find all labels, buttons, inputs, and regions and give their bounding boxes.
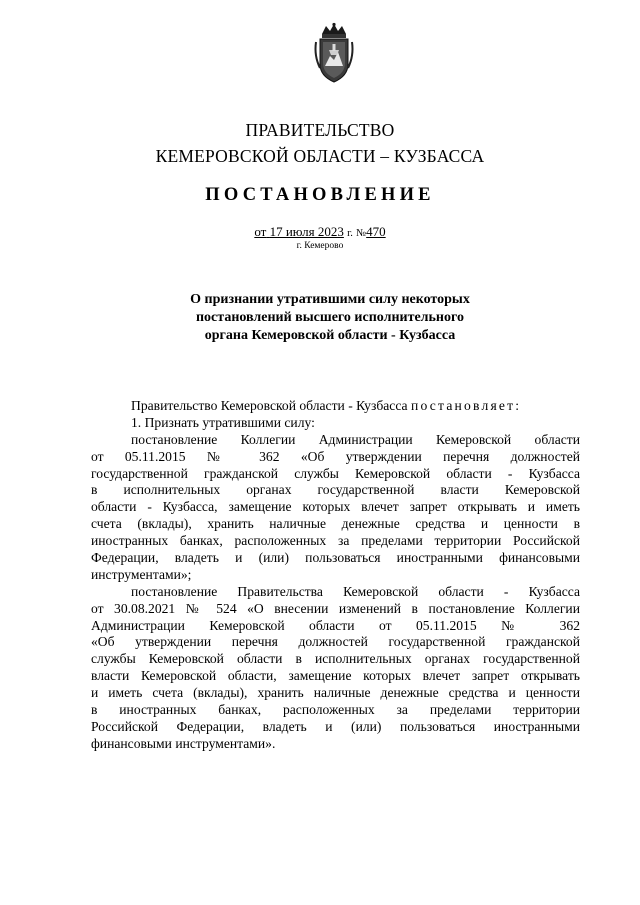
government-name-line2: КЕМЕРОВСКОЙ ОБЛАСТИ – КУЗБАССА — [155, 146, 485, 166]
decree-word: постановляет: — [410, 398, 522, 413]
date-number-row — [0, 224, 640, 240]
body-line: службы Кемеровской области в исполнительных органах государственной — [91, 651, 580, 667]
government-name-line1: ПРАВИТЕЛЬСТВО — [245, 120, 395, 140]
body-line: счета (вклады), хранить наличные денежные средства и ценности в — [91, 516, 580, 532]
intro-paragraph — [91, 398, 580, 415]
date-prefix: от — [254, 224, 267, 239]
body-line: государственной гражданской службы Кемеровской области - Кузбасса — [91, 465, 580, 481]
body-line: иностранных банках, расположенных за пределами территории Российской — [91, 533, 580, 549]
city-name: г. Кемерово — [296, 241, 344, 251]
body-line: инструментами»; — [91, 566, 192, 582]
document-title-line2: постановлений высшего исполнительного — [195, 310, 464, 325]
body-line: в исполнительных органах государственной власти Кемеровской — [91, 482, 580, 498]
document-body — [91, 398, 580, 753]
body-line: власти Кемеровской области, замещение которых влечет запрет открывать — [91, 668, 580, 684]
body-line: в иностранных банках, расположенных за пределами территории — [91, 702, 580, 718]
coat-of-arms-icon — [312, 22, 356, 86]
body-line: от 30.08.2021 № 524 «О внесении изменений в постановление Коллегии — [91, 600, 580, 616]
year-suffix: г. — [347, 228, 353, 239]
body-line: Российской Федерации, владеть и (или) пользоваться иностранными — [91, 718, 580, 734]
body-line: области - Кузбасса, замещение которых влечет запрет открывать и иметь — [91, 499, 580, 515]
body-line: «Об утверждении перечня должностей государственной гражданской — [91, 634, 580, 650]
number-sign: № — [356, 228, 367, 239]
document-title-line1: О признании утратившими силу некоторых — [190, 292, 470, 307]
body-line: Администрации Кемеровской области от 05.11.2015 № 362 — [91, 617, 580, 633]
document-title-line3: органа Кемеровской области - Кузбасса — [204, 328, 456, 343]
document-number: 470 — [366, 224, 386, 239]
body-line: Федерации, владеть и (или) пользоваться иностранными финансовыми — [91, 550, 580, 566]
document-type: ПОСТАНОВЛЕНИЕ — [205, 185, 435, 205]
body-line: финансовыми инструментами». — [91, 735, 276, 751]
body-line: постановление Коллегии Администрации Кемеровской области — [131, 431, 580, 447]
date-value: 17 июля 2023 — [269, 224, 344, 239]
intro-text: Правительство Кемеровской области - Кузбасса — [131, 398, 408, 413]
body-line: постановление Правительства Кемеровской области - Кузбасса — [131, 583, 580, 599]
body-line: от 05.11.2015 № 362 «Об утверждении перечня должностей — [91, 448, 580, 464]
body-line: и иметь счета (вклады), хранить наличные денежные средства и ценности — [91, 685, 580, 701]
body-line: 1. Признать утратившими силу: — [131, 414, 315, 430]
